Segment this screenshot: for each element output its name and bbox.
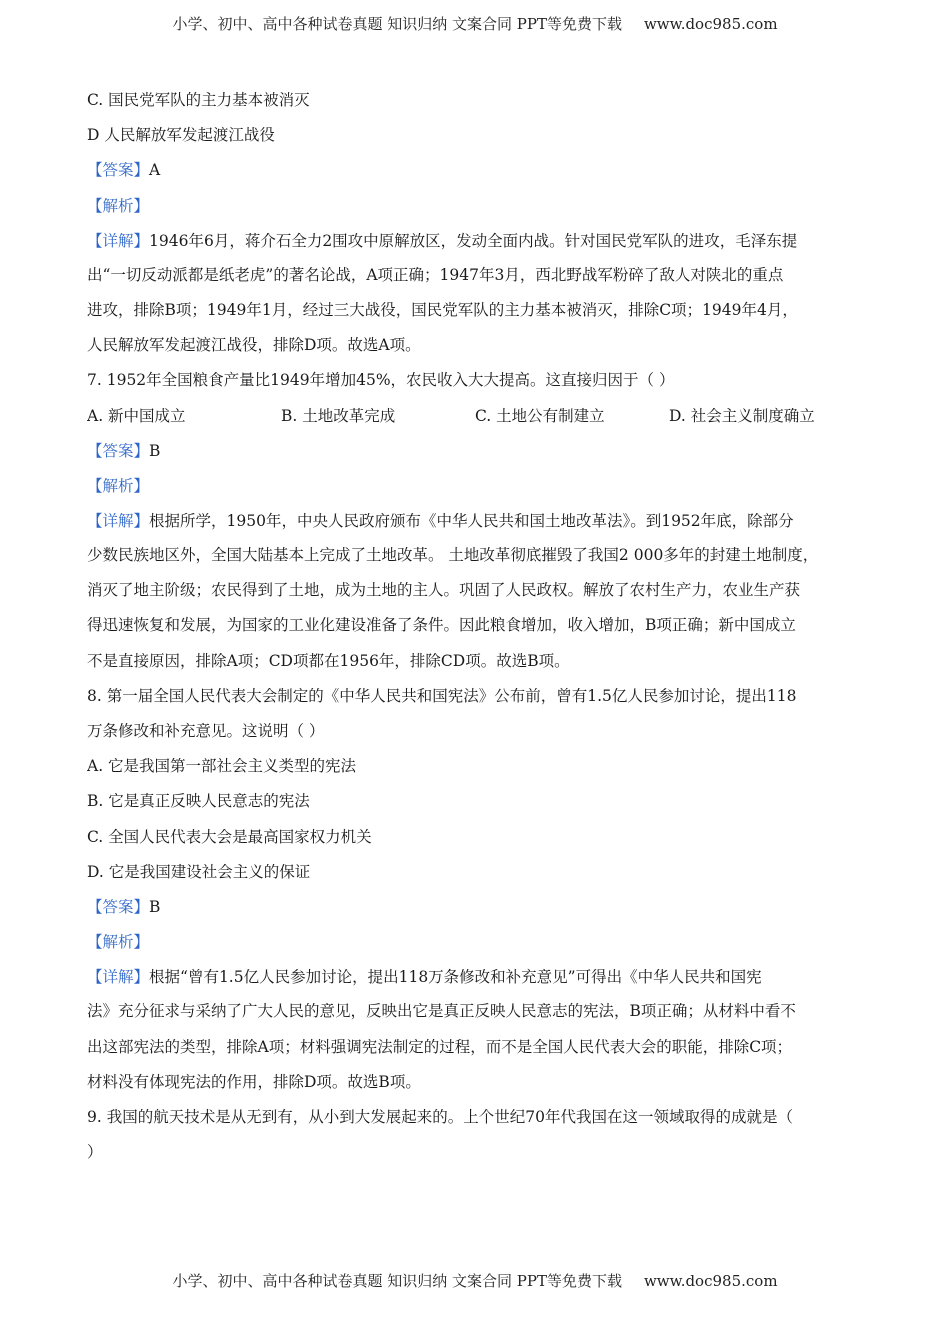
q8-option-b: B. 它是真正反映人民意志的宪法 (87, 792, 310, 811)
q6-detail-line: 【详解】1946年6月，蒋介石全力2围攻中原解放区，发动全面内战。针对国民党军队的进攻，毛泽东提 (87, 231, 798, 250)
q8-analysis-label: 【解析】 (87, 933, 150, 952)
answer-label: 【答案】 (87, 161, 150, 180)
detail-label: 【详解】 (87, 968, 150, 987)
q7-option-c: C. 土地公有制建立 (475, 406, 605, 425)
q7-option-d: D. 社会主义制度确立 (669, 406, 815, 425)
answer-value: B (149, 441, 161, 460)
q8-option-d: D. 它是我国建设社会主义的保证 (87, 862, 311, 881)
document-body (87, 88, 872, 1175)
q7-detail-line: 消灭了地主阶级；农民得到了土地，成为土地的主人。巩固了人民政权。解放了农村生产力，农业生产获 (87, 581, 801, 600)
q7-detail-line: 得迅速恢复和发展，为国家的工业化建设准备了条件。因此粮食增加，收入增加，B项正确；新中国成立 (87, 616, 796, 635)
q8-stem: 8. 第一届全国人民代表大会制定的《中华人民共和国宪法》公布前，曾有1.5亿人民参加讨论，提出118 (87, 686, 797, 705)
q6-option-d: D 人民解放军发起渡江战役 (87, 126, 275, 145)
answer-value: A (149, 161, 161, 180)
detail-label: 【详解】 (87, 231, 150, 250)
page-header (0, 13, 950, 34)
header-url-link[interactable]: www.doc985.com (643, 15, 778, 33)
q6-detail-line: 出“一切反动派都是纸老虎”的著名论战，A项正确；1947年3月，西北野战军粉碎了敌人对陕北的重点 (87, 265, 784, 284)
header-text: 小学、初中、高中各种试卷真题 知识归纳 文案合同 PPT等免费下载 (172, 15, 622, 33)
answer-label: 【答案】 (87, 441, 150, 460)
detail-label: 【详解】 (87, 512, 150, 531)
q6-analysis-label: 【解析】 (87, 196, 150, 215)
q8-detail-line: 【详解】根据“曾有1.5亿人民参加讨论，提出118万条修改和补充意见”可得出《中华人民共和国宪 (87, 968, 762, 987)
q8-answer (87, 895, 872, 930)
q8-option-c: C. 全国人民代表大会是最高国家权力机关 (87, 827, 372, 846)
footer-text: 小学、初中、高中各种试卷真题 知识归纳 文案合同 PPT等免费下载 (172, 1272, 622, 1290)
q6-option-c: C. 国民党军队的主力基本被消灭 (87, 91, 310, 109)
q8-stem: 万条修改和补充意见。这说明（ ） (87, 722, 325, 740)
answer-label: 【答案】 (87, 897, 150, 916)
answer-value: B (149, 897, 161, 916)
q7-options (87, 404, 872, 439)
q8-detail-line: 法》充分征求与采纳了广大人民的意见，反映出它是真正反映人民意志的宪法，B项正确；从材料中看不 (87, 1002, 796, 1021)
q8-option-a: A. 它是我国第一部社会主义类型的宪法 (87, 757, 357, 776)
q8-detail-line: 出这部宪法的类型，排除A项；材料强调宪法制定的过程，而不是全国人民代表大会的职能，排除C项； (87, 1037, 793, 1056)
q7-stem: 7. 1952年全国粮食产量比1949年增加45%，农民收入大大提高。这直接归因于（ ） (87, 371, 675, 390)
q7-analysis-label: 【解析】 (87, 476, 150, 495)
q7-detail-line: 少数民族地区外，全国大陆基本上完成了土地改革。 土地改革彻底摧毁了我国2 000多年的封建土地制度， (87, 546, 819, 565)
q6-answer (87, 158, 872, 193)
q7-detail-line: 【详解】根据所学，1950年，中央人民政府颁布《中华人民共和国土地改革法》。到1952年底，除部分 (87, 512, 794, 531)
q6-detail-line: 进攻，排除B项；1949年1月，经过三大战役，国民党军队的主力基本被消灭，排除C项；1949年4月， (87, 300, 798, 319)
q8-detail-line: 材料没有体现宪法的作用，排除D项。故选B项。 (87, 1072, 421, 1091)
q7-detail-line: 不是直接原因，排除A项；CD项都在1956年，排除CD项。故选B项。 (87, 651, 570, 670)
q9-stem: ） (87, 1143, 103, 1162)
footer-url-link[interactable]: www.doc985.com (643, 1272, 778, 1290)
q7-answer (87, 439, 872, 474)
q9-stem: 9. 我国的航天技术是从无到有，从小到大发展起来的。上个世纪70年代我国在这一领域取得的成就是（ (87, 1107, 793, 1126)
q7-option-a: A. 新中国成立 (87, 406, 186, 425)
q7-option-b: B. 土地改革完成 (281, 406, 396, 425)
q6-detail-line: 人民解放军发起渡江战役，排除D项。故选A项。 (87, 336, 421, 355)
page-footer (0, 1270, 950, 1291)
